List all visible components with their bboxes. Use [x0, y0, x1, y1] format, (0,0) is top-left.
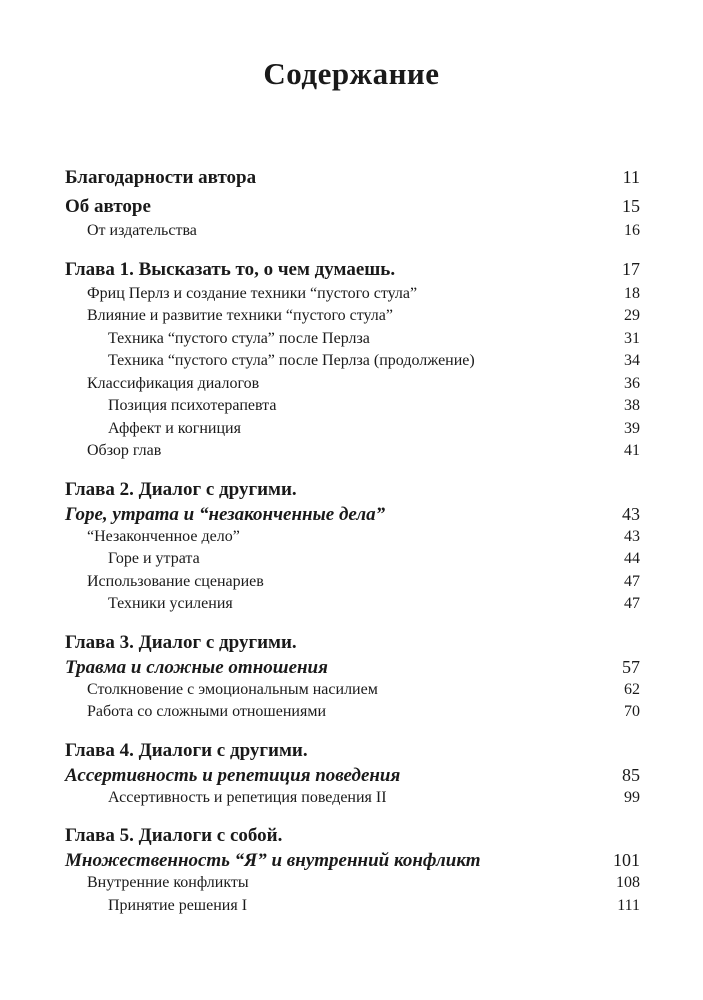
- toc-entry[interactable]: [65, 395, 640, 418]
- toc-entry[interactable]: [65, 526, 640, 549]
- toc-entry-page-number: 17: [622, 258, 640, 279]
- toc-entry[interactable]: [65, 701, 640, 724]
- toc-entry-page-number: 47: [624, 595, 640, 612]
- toc-entry-page-number: 16: [624, 222, 640, 239]
- toc-entry-title: От издательства: [87, 222, 197, 239]
- toc-entry-page-number: 43: [624, 527, 640, 545]
- toc-entry-title: “Незаконченное дело”: [87, 527, 240, 545]
- toc-entry[interactable]: [65, 822, 640, 849]
- toc-entry-page-number: 41: [624, 442, 640, 459]
- toc-entry-page-number: 70: [624, 703, 640, 720]
- toc-entry-page-number: 47: [624, 572, 640, 590]
- page-title: Содержание: [263, 56, 440, 91]
- toc-entry[interactable]: [65, 787, 640, 810]
- toc-entry-title: Глава 2. Диалог с другими.: [65, 478, 297, 500]
- toc-entry-page-number: 57: [622, 656, 640, 677]
- toc-entry[interactable]: [65, 164, 640, 191]
- toc-entry[interactable]: [65, 256, 640, 283]
- toc-entry[interactable]: [65, 849, 640, 872]
- toc-entry-page-number: 34: [624, 352, 640, 369]
- toc-entry-title: Обзор глав: [87, 442, 162, 459]
- toc-entry-page-number: 29: [624, 307, 640, 324]
- toc-entry-title: Работа со сложными отношениями: [87, 703, 326, 720]
- toc-entry-title: Техника “пустого стула” после Перлза: [108, 329, 370, 347]
- toc-entry-title: Благодарности автора: [65, 167, 257, 188]
- toc-entry-title: Фриц Перлз и создание техники “пустого стула”: [87, 284, 418, 302]
- toc-entry[interactable]: [65, 305, 640, 328]
- toc-entry-page-number: 18: [624, 284, 640, 302]
- toc-entry[interactable]: [65, 476, 640, 503]
- toc-entry-title: Ассертивность и репетиция поведения II: [108, 788, 387, 806]
- toc-entry-title: Классификация диалогов: [87, 374, 260, 392]
- toc-entry-title: Горе, утрата и “незаконченные дела”: [65, 503, 386, 525]
- toc-entry[interactable]: [65, 440, 640, 463]
- toc-entry-page-number: 43: [622, 503, 640, 524]
- toc-entry[interactable]: [65, 679, 640, 702]
- toc-entry-page-number: 38: [624, 397, 640, 414]
- toc-entry-title: Глава 3. Диалог с другими.: [65, 631, 297, 653]
- toc-entry[interactable]: [65, 503, 640, 526]
- toc-entry-title: Травма и сложные отношения: [65, 656, 328, 678]
- toc-entry-title: Ассертивность и репетиция поведения: [65, 764, 401, 786]
- toc-entry-title: Использование сценариев: [87, 572, 264, 590]
- toc-entry[interactable]: [65, 656, 640, 679]
- toc-entry-page-number: 11: [622, 167, 640, 187]
- toc-entry-title: Множественность “Я” и внутренний конфликт: [65, 850, 481, 871]
- toc-entry[interactable]: [65, 872, 640, 895]
- toc-entry-page-number: 39: [624, 419, 640, 437]
- toc-entry-page-number: 31: [624, 329, 640, 347]
- toc-entry-page-number: 108: [616, 874, 640, 891]
- toc-entry[interactable]: [65, 764, 640, 787]
- toc-entry-title: Принятие решения I: [108, 896, 248, 914]
- toc-entry-title: Позиция психотерапевта: [108, 397, 277, 414]
- toc-entry[interactable]: [65, 373, 640, 396]
- toc-entry-title: Глава 5. Диалоги с собой.: [65, 825, 283, 846]
- toc-entry[interactable]: [65, 548, 640, 571]
- toc-entry-title: Влияние и развитие техники “пустого стула”: [87, 307, 393, 324]
- toc-entry[interactable]: [65, 350, 640, 373]
- toc-entry-page-number: 101: [613, 850, 640, 870]
- toc-entry-title: Техники усиления: [108, 595, 233, 612]
- toc-entry-title: Глава 1. Высказать то, о чем думаешь.: [65, 258, 396, 280]
- toc-entry[interactable]: [65, 593, 640, 616]
- toc-entry[interactable]: [65, 283, 640, 306]
- toc-entry[interactable]: [65, 418, 640, 441]
- toc-entry[interactable]: [65, 328, 640, 351]
- toc-entry-page-number: 44: [624, 550, 640, 567]
- toc-entry-title: Техника “пустого стула” после Перлза (продолжение): [108, 352, 475, 369]
- toc-entry-page-number: 99: [624, 788, 640, 806]
- toc-entry-title: Аффект и когниция: [108, 419, 241, 437]
- toc-entry[interactable]: [65, 895, 640, 918]
- toc-entry-page-number: 15: [622, 196, 640, 216]
- toc-entry-title: Горе и утрата: [108, 550, 200, 567]
- toc-entry[interactable]: [65, 629, 640, 656]
- table-of-contents: [65, 164, 640, 917]
- toc-entry-title: Об авторе: [65, 196, 151, 217]
- toc-entry-title: Внутренние конфликты: [87, 874, 249, 891]
- toc-entry[interactable]: [65, 193, 640, 220]
- toc-entry-page-number: 36: [624, 374, 640, 392]
- toc-entry[interactable]: [65, 571, 640, 594]
- toc-entry-page-number: 62: [624, 680, 640, 698]
- toc-entry-page-number: 85: [622, 764, 640, 785]
- toc-entry-title: Столкновение с эмоциональным насилием: [87, 680, 378, 698]
- toc-entry[interactable]: [65, 220, 640, 243]
- toc-entry-title: Глава 4. Диалоги с другими.: [65, 739, 308, 761]
- toc-entry-page-number: 111: [617, 896, 640, 914]
- toc-entry[interactable]: [65, 737, 640, 764]
